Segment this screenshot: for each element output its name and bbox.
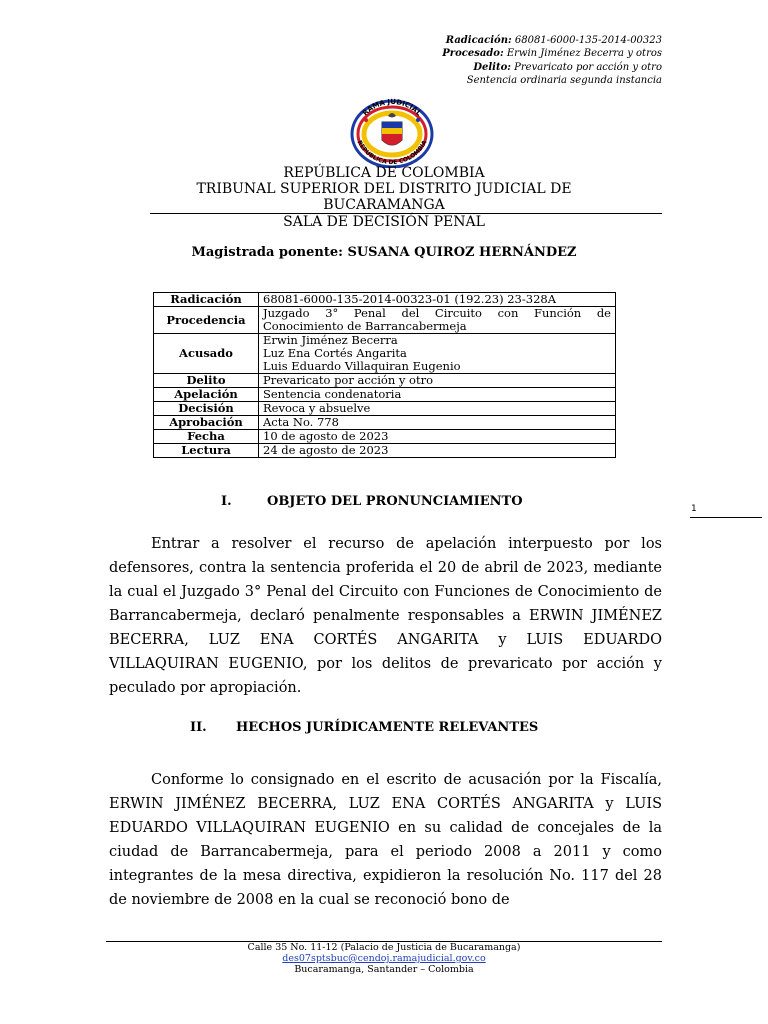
footer-email-link[interactable]: des07sptsbuc@cendoj.ramajudicial.gov.co — [282, 953, 486, 964]
radicacion-value: 68081-6000-135-2014-00323-01 (192.23) 23-328A — [259, 293, 616, 307]
decision-value: Revoca y absuelve — [259, 402, 616, 416]
tribunal-line: TRIBUNAL SUPERIOR DEL DISTRITO JUDICIAL DE — [196, 181, 572, 197]
fecha-label: Fecha — [154, 430, 259, 444]
acusado-label: Acusado — [154, 334, 259, 374]
ciudad-line: BUCARAMANGA — [323, 197, 445, 213]
acusado-name: Erwin Jiménez Becerra — [263, 333, 398, 347]
header-radicacion: Radicación: 68081-6000-135-2014-00323 — [445, 35, 662, 46]
footer-city: Bucaramanga, Santander – Colombia — [294, 964, 474, 975]
procedencia-label: Procedencia — [154, 307, 259, 334]
institution-title — [150, 165, 618, 213]
sala-line: SALA DE DECISIÓN PENAL — [283, 214, 485, 230]
table-row — [154, 402, 616, 416]
procedencia-value: Juzgado 3° Penal del Circuito con Función de Conocimiento de Barrancabermeja — [259, 307, 616, 334]
footer — [150, 942, 618, 975]
case-info-table — [153, 292, 616, 458]
section-heading-objeto — [221, 494, 523, 510]
lectura-label: Lectura — [154, 444, 259, 458]
table-row — [154, 334, 616, 374]
delito-label: Delito — [154, 374, 259, 388]
section-paragraph-objeto: Entrar a resolver el recurso de apelación interpuesto por los defensores, contra la sentencia proferida el 20 de abril de 2023, mediante la cual el Juzgado 3° Penal del Circuito con Funciones de Conocimiento de Barrancabermeja, declaró penalmente responsables a ERWIN JIMÉNEZ BECERRA, LUZ ENA CORTÉS ANGARITA y LUIS EDUARDO VILLAQUIRAN EUGENIO, por los delitos de prevaricato por acción y peculado por apropiación. — [109, 536, 662, 696]
header-sentencia: Sentencia ordinaria segunda instancia — [466, 74, 662, 86]
republica-line: REPÚBLICA DE COLOMBIA — [283, 165, 485, 181]
header-procesado: Procesado: Erwin Jiménez Becerra y otros — [442, 48, 662, 60]
apelacion-value: Sentencia condenatoria — [259, 388, 616, 402]
fecha-value: 10 de agosto de 2023 — [259, 430, 616, 444]
table-row — [154, 416, 616, 430]
running-header — [442, 34, 662, 87]
delito-value: Prevaricato por acción y otro — [259, 374, 616, 388]
page-number: 1 — [691, 504, 697, 514]
table-row — [154, 388, 616, 402]
radicacion-label: Radicación — [154, 293, 259, 307]
magistrada-ponente: Magistrada ponente: SUSANA QUIROZ HERNÁNDEZ — [191, 245, 577, 260]
section-title: HECHOS JURÍDICAMENTE RELEVANTES — [236, 720, 539, 735]
decision-label: Decisión — [154, 402, 259, 416]
section-heading-hechos — [190, 720, 538, 736]
acusado-values — [259, 334, 616, 374]
acusado-name: Luis Eduardo Villaquiran Eugenio — [263, 359, 461, 373]
table-row — [154, 444, 616, 458]
apelacion-label: Apelación — [154, 388, 259, 402]
svg-text:REPUBLICA DE COLOMBIA: REPUBLICA DE COLOMBIA — [355, 139, 429, 167]
section-paragraph-hechos: Conforme lo consignado en el escrito de acusación por la Fiscalía, ERWIN JIMÉNEZ BECERRA, LUZ ENA CORTÉS ANGARITA y LUIS EDUARDO VILLAQUIRAN EUGENIO en su calidad de concejales de la ciudad de Barrancabermeja, para el periodo 2008 a 2011 y como integrantes de la mesa directiva, expidieron la resolución No. 117 del 28 de noviembre de 2008 en la cual se reconoció bono de — [109, 772, 662, 908]
aprobacion-value: Acta No. 778 — [259, 416, 616, 430]
table-row — [154, 307, 616, 334]
svg-text:RAMA JUDICIAL: RAMA JUDICIAL — [361, 97, 423, 118]
rama-judicial-seal-icon — [344, 96, 440, 168]
table-row — [154, 293, 616, 307]
lectura-value: 24 de agosto de 2023 — [259, 444, 616, 458]
aprobacion-label: Aprobación — [154, 416, 259, 430]
section-title: OBJETO DEL PRONUNCIAMIENTO — [267, 494, 523, 509]
section-numeral: I. — [221, 494, 232, 509]
page-number-rule — [690, 517, 762, 518]
header-delito: Delito: Prevaricato por acción y otro — [473, 61, 662, 73]
footer-address: Calle 35 No. 11-12 (Palacio de Justicia de Bucaramanga) — [247, 942, 521, 953]
section-numeral: II. — [190, 720, 207, 735]
table-row — [154, 374, 616, 388]
acusado-name: Luz Ena Cortés Angarita — [263, 346, 407, 360]
table-row — [154, 430, 616, 444]
